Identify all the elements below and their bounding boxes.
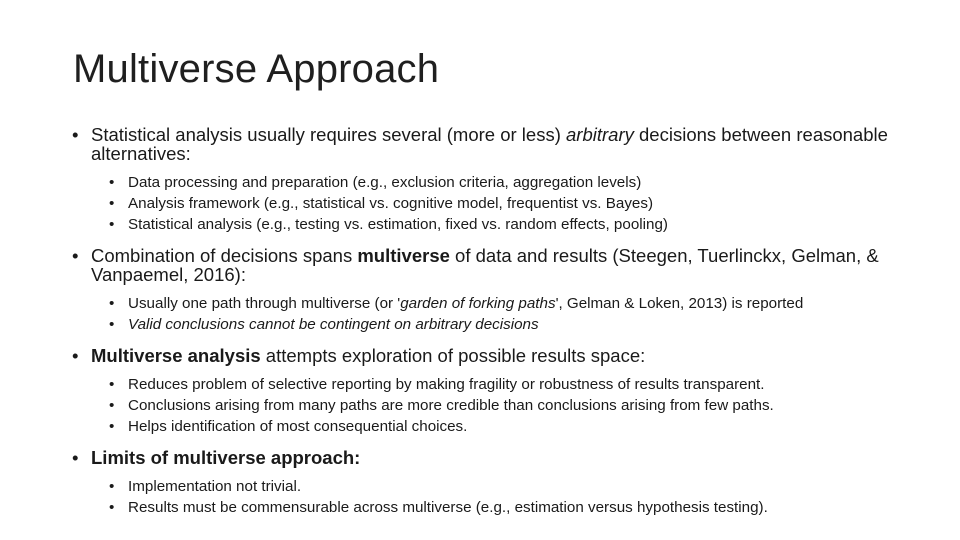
sub-bullet-text (128, 376, 765, 393)
bullet-item (72, 246, 932, 284)
text-run: Valid conclusions cannot be contingent on arbitrary decisions (128, 316, 539, 333)
sub-bullet-item (72, 377, 932, 393)
slide-title: Multiverse Approach (73, 47, 440, 91)
sub-bullet-item (72, 419, 932, 435)
text-run: Multiverse analysis (91, 345, 261, 366)
text-run: Data processing and preparation (e.g., exclusion criteria, aggregation levels) (128, 174, 642, 191)
sub-bullet-text (128, 195, 653, 212)
text-run: Combination of decisions spans (91, 245, 358, 266)
sub-bullet-list (72, 175, 932, 233)
bullet-text (91, 124, 888, 164)
text-run: decisions between reasonable alternatives: (91, 124, 888, 164)
sub-bullet-item (72, 296, 932, 312)
text-run: Limits of multiverse approach: (91, 447, 361, 468)
sub-bullet-text (128, 418, 467, 435)
bullet-dot-icon: • (109, 376, 115, 393)
bullet-dot-icon: • (109, 478, 115, 495)
text-run: Statistical analysis usually requires several (more or less) (91, 124, 567, 145)
text-run: Statistical analysis (e.g., testing vs. estimation, fixed vs. random effects, pooling) (128, 216, 668, 233)
bullet-dot-icon: • (109, 295, 115, 312)
bullet-dot-icon: • (109, 397, 115, 414)
text-run: Analysis framework (e.g., statistical vs. cognitive model, frequentist vs. Bayes) (128, 195, 654, 212)
text-run: Implementation not trivial. (128, 478, 302, 495)
bullet-item (72, 125, 932, 163)
bullet-item (72, 448, 932, 467)
bullet-dot-icon: • (109, 195, 115, 212)
sub-bullet-item (72, 175, 932, 191)
bullet-dot-icon: • (109, 418, 115, 435)
bullet-text (91, 345, 645, 366)
sub-bullet-list (72, 377, 932, 435)
sub-bullet-text (128, 478, 301, 495)
bullet-dot-icon: • (72, 345, 79, 366)
bullet-dot-icon: • (109, 174, 115, 191)
text-run: ', Gelman & Loken, 2013) is reported (555, 295, 804, 312)
sub-bullet-item (72, 317, 932, 333)
bullet-dot-icon: • (72, 447, 79, 468)
bullet-list (72, 125, 932, 516)
text-run: Usually one path through multiverse (or ' (128, 295, 401, 312)
sub-bullet-list (72, 296, 932, 333)
sub-bullet-text (128, 316, 539, 333)
bullet-text (91, 447, 360, 468)
text-run: Helps identification of most consequential choices. (128, 418, 468, 435)
bullet-dot-icon: • (109, 216, 115, 233)
bullet-dot-icon: • (72, 245, 79, 266)
sub-bullet-item (72, 500, 932, 516)
text-run: attempts exploration of possible results space: (260, 345, 646, 366)
sub-bullet-text (128, 295, 803, 312)
sub-bullet-text (128, 397, 774, 414)
sub-bullet-item (72, 479, 932, 495)
sub-bullet-item (72, 217, 932, 233)
sub-bullet-text (128, 499, 768, 516)
sub-bullet-text (128, 174, 641, 191)
sub-bullet-text (128, 216, 668, 233)
sub-bullet-item (72, 196, 932, 212)
text-run: Results must be commensurable across multiverse (e.g., estimation versus hypothesis testing). (128, 499, 768, 516)
text-run: Conclusions arising from many paths are more credible than conclusions arising from few paths. (128, 397, 774, 414)
text-run: garden of forking paths (400, 295, 556, 312)
bullet-dot-icon: • (109, 499, 115, 516)
bullet-dot-icon: • (72, 124, 79, 145)
text-run: arbitrary (566, 124, 634, 145)
text-run: of data and results (Steegen, Tuerlinckx, Gelman, & Vanpaemel, 2016): (91, 245, 879, 285)
text-run: multiverse (357, 245, 450, 266)
text-run: Reduces problem of selective reporting by making fragility or robustness of results transparent. (128, 376, 765, 393)
bullet-text (91, 245, 879, 285)
sub-bullet-list (72, 479, 932, 516)
sub-bullet-item (72, 398, 932, 414)
bullet-item (72, 346, 932, 365)
bullet-dot-icon: • (109, 316, 115, 333)
